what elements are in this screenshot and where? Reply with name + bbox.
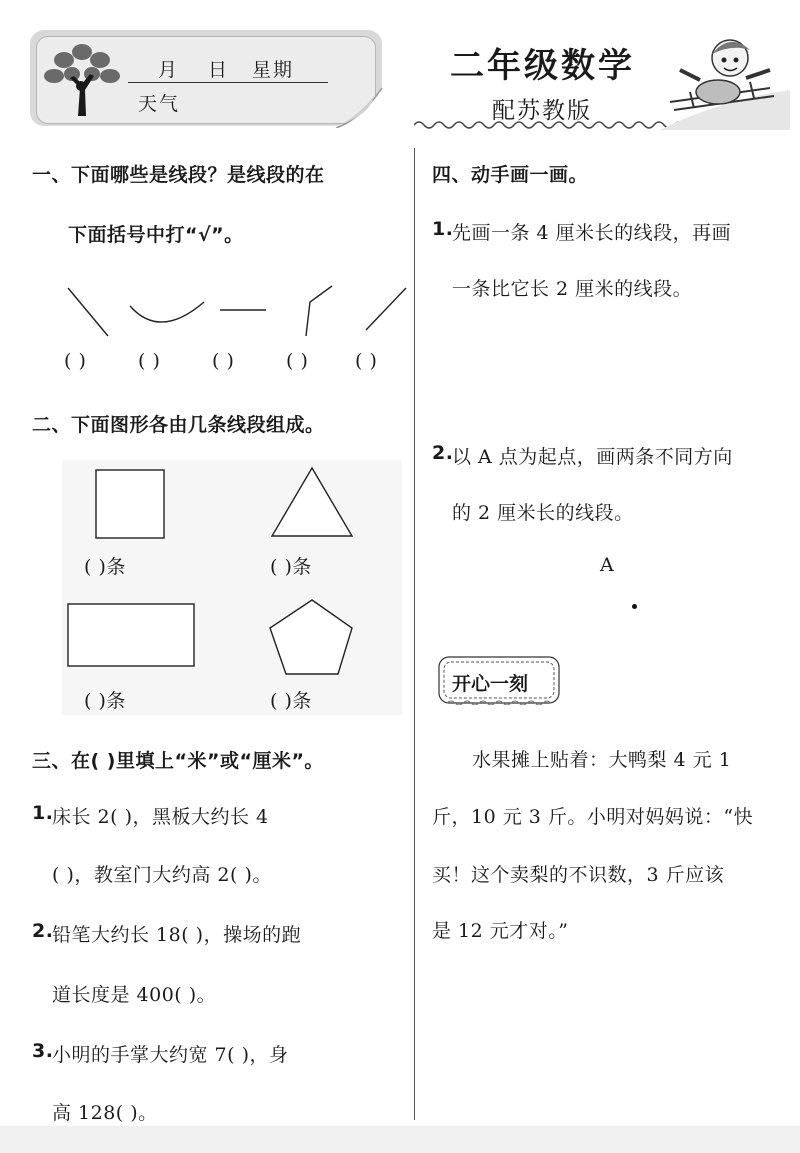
square-shape [96, 470, 164, 538]
rectangle-answer[interactable]: ( )条 [84, 690, 126, 712]
pentagon-answer[interactable]: ( )条 [270, 690, 312, 712]
joke-line-4: 是 12 元才对。” [432, 920, 569, 942]
point-a-label: A [600, 554, 615, 576]
happy-badge-label: 开心一刻 [452, 673, 529, 695]
section4-heading: 四、动手画一画。 [432, 164, 589, 186]
answer-paren-1[interactable]: ( ) [64, 350, 87, 372]
edition-label: 配苏教版 [492, 98, 592, 124]
s4-q2-text-cont: 的 2 厘米长的线段。 [452, 502, 634, 524]
answer-paren-2[interactable]: ( ) [138, 350, 161, 372]
date-rule [128, 82, 328, 83]
section2-heading: 二、下面图形各由几条线段组成。 [32, 414, 325, 436]
triangle-shape [272, 468, 352, 536]
day-label: 日 [208, 59, 230, 81]
s3-q2-number: 2. [32, 920, 54, 942]
page-title: 二年级数学 [450, 46, 635, 86]
answer-paren-3[interactable]: ( ) [212, 350, 235, 372]
pentagon-shape [270, 600, 352, 674]
answer-paren-4[interactable]: ( ) [286, 350, 309, 372]
line-options-figure [60, 280, 412, 342]
joke-line-2: 斤，10 元 3 斤。小明对妈妈说：“快 [432, 806, 754, 828]
s3-q3-text-cont[interactable]: 高 128( )。 [52, 1102, 158, 1124]
s4-q2-text: 以 A 点为起点，画两条不同方向 [452, 446, 733, 468]
s3-q1-number: 1. [32, 802, 54, 824]
bottom-margin [0, 1126, 800, 1153]
month-label: 月 [158, 59, 180, 81]
s4-q2-number: 2. [432, 442, 454, 464]
section1-heading: 一、下面哪些是线段？是线段的在 [32, 164, 325, 186]
sledding-kid-icon [660, 30, 790, 130]
s3-q1-text[interactable]: 床长 2( )，黑板大约长 4 [52, 806, 269, 828]
option-ray [366, 288, 406, 330]
option-slanted-segment [68, 288, 108, 336]
s4-q1-number: 1. [432, 218, 454, 240]
s3-q3-number: 3. [32, 1040, 54, 1062]
square-answer[interactable]: ( )条 [84, 556, 126, 578]
weekday-label: 星期 [252, 59, 295, 81]
point-a-dot[interactable] [632, 604, 637, 609]
s4-q1-text: 先画一条 4 厘米长的线段，再画 [452, 222, 732, 244]
option-curve [130, 302, 204, 322]
joke-line-1: 水果摊上贴着：大鸭梨 4 元 1 [472, 749, 732, 771]
tree-logo-icon [40, 38, 124, 118]
section1-heading-cont: 下面括号中打“√”。 [68, 224, 244, 246]
column-divider [414, 148, 415, 1120]
s4-q1-text-cont: 一条比它长 2 厘米的线段。 [452, 278, 693, 300]
triangle-answer[interactable]: ( )条 [270, 556, 312, 578]
s3-q2-text-cont[interactable]: 道长度是 400( )。 [52, 984, 217, 1006]
s3-q1-text-cont[interactable]: ( )，教室门大约高 2( )。 [52, 864, 272, 886]
joke-line-3: 买！这个卖梨的不识数，3 斤应该 [432, 864, 725, 886]
section3-heading: 三、在( )里填上“米”或“厘米”。 [32, 750, 324, 772]
option-broken-line [306, 286, 332, 336]
page-curl-icon [330, 84, 384, 128]
answer-paren-5[interactable]: ( ) [355, 350, 378, 372]
s3-q3-text[interactable]: 小明的手掌大约宽 7( )，身 [52, 1044, 289, 1066]
s4-q1-drawing-area[interactable] [440, 320, 790, 430]
rectangle-shape [68, 604, 194, 666]
weather-label: 天气 [138, 93, 181, 115]
s3-q2-text[interactable]: 铅笔大约长 18( )，操场的跑 [52, 924, 302, 946]
